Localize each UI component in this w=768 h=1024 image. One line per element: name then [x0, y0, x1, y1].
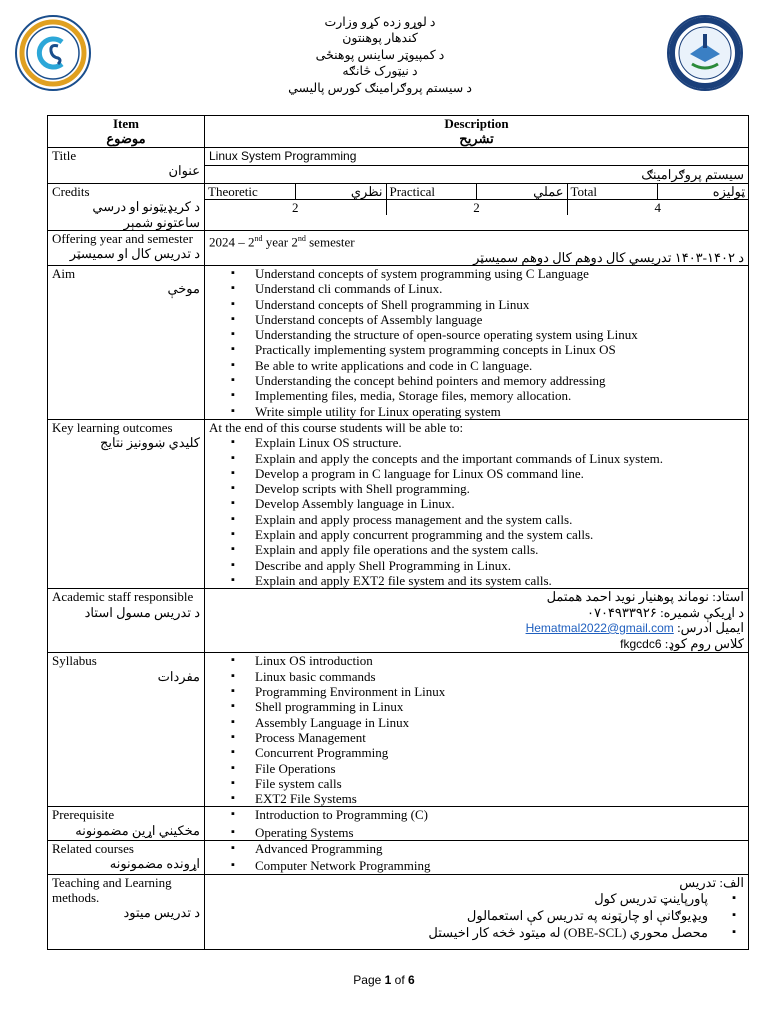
row-label-learning-outcomes — [48, 419, 205, 588]
row-value-aim — [205, 266, 749, 420]
offering-mid: year 2 — [262, 234, 298, 250]
credits-theoretic-value: 2 — [205, 200, 386, 216]
staff-name: استاد: نوماند پوهنیار نوید احمد همتمل — [546, 589, 744, 605]
prereq-label-en: Prerequisite — [52, 807, 115, 823]
staff-email-line — [209, 620, 744, 636]
offering-label-en: Offering year and semester — [52, 231, 193, 247]
list-item: ▪ Operating Systems — [255, 825, 744, 840]
staff-email-link[interactable]: Hematmal2022@gmail.com — [525, 620, 674, 635]
page-current: 1 — [384, 973, 392, 987]
offering-sup-1: nd — [254, 234, 263, 244]
list-item: ▪ Implementing files, media, Storage files, memory allocation. — [255, 388, 744, 403]
list-item: ▪ Develop Assembly language in Linux. — [255, 496, 744, 511]
credits-label-en: Credits — [52, 184, 90, 200]
row-label-title — [48, 147, 205, 184]
list-item: ▪ Understand concepts of Assembly language — [255, 312, 744, 327]
list-item: ▪ Process Management — [255, 730, 744, 745]
list-item: ▪ Explain and apply file operations and the system calls. — [255, 542, 744, 557]
list-item: ▪ File system calls — [255, 776, 744, 791]
row-value-title — [205, 147, 749, 184]
header-line-university: کندهار پوهنتون — [342, 31, 418, 46]
column-header-description-en: Description — [444, 116, 509, 131]
staff-label-en: Academic staff responsible — [52, 589, 194, 605]
row-value-staff — [205, 589, 749, 653]
credits-label-ps: د کریډیټونو او درسي ساعتونو شمېر — [92, 199, 200, 230]
column-header-item-ps: موضوع — [106, 131, 146, 147]
syllabus-list — [209, 653, 744, 806]
list-item: ▪ Practically implementing system programming concepts in Linux OS — [255, 342, 744, 357]
list-item: ▪ Understanding the concept behind pointers and memory addressing — [255, 373, 744, 388]
row-value-related — [205, 840, 749, 874]
prereq-list — [209, 807, 744, 840]
teaching-list — [209, 890, 744, 941]
row-label-offering — [48, 231, 205, 266]
list-item: ▪ Computer Network Programming — [255, 858, 744, 873]
header-line-policy: د سیستم پروګرامینګ کورس پالیسي — [288, 80, 472, 95]
header-line-ministry: د لوړو زده کړو وزارت — [324, 15, 436, 29]
list-item: ▪ Understand cli commands of Linux. — [255, 281, 744, 296]
row-label-credits — [48, 184, 205, 231]
list-item: ▪ Explain and apply concurrent programming and the system calls. — [255, 527, 744, 542]
list-item: ▪ Shell programming in Linux — [255, 699, 744, 714]
list-item: ▪ Understanding the structure of open-source operating system using Linux — [255, 327, 744, 342]
list-item: ▪ ویډیوګانې او چارټونه په تدریس کې استعمالول — [209, 907, 708, 924]
syllabus-label-ps: مفردات — [157, 668, 200, 684]
aim-label-en: Aim — [52, 266, 76, 281]
row-value-prerequisite — [205, 807, 749, 841]
list-item: ▪ Introduction to Programming (C) — [255, 807, 744, 822]
row-value-learning-outcomes — [205, 419, 749, 588]
klo-intro: At the end of this course students will be able to: — [209, 419, 464, 435]
list-item: ▪ Explain and apply the concepts and the important commands of Linux system. — [255, 451, 744, 466]
credits-theoretic-ps: نظري — [296, 184, 387, 200]
staff-classroom-line — [209, 636, 744, 652]
teaching-label-en: Teaching and Learning methods. — [52, 874, 172, 905]
offering-label-ps: د تدریس کال او سمیسټر — [69, 246, 200, 262]
header-line-faculty: د کمپیوټر ساینس پوهنځی — [315, 47, 445, 62]
title-label-ps: عنوان — [168, 162, 200, 178]
row-value-teaching — [205, 874, 749, 949]
row-label-prerequisite — [48, 807, 205, 841]
computer-science-faculty-logo — [14, 14, 92, 92]
page-total: 6 — [408, 973, 415, 987]
kandahar-university-logo — [666, 14, 744, 92]
title-value-ps: سیستم پروګرامینګ — [641, 166, 744, 182]
row-value-syllabus — [205, 653, 749, 807]
aim-list — [209, 266, 744, 419]
teaching-label-ps: د تدریس میتود — [123, 905, 200, 921]
column-header-item — [48, 116, 205, 148]
related-list — [209, 841, 744, 874]
list-item: ▪ Advanced Programming — [255, 841, 744, 856]
page-middle: of — [391, 973, 409, 987]
list-item: ▪ محصل محوري (OBE-SCL) له میتود څخه کار اخیستل — [209, 924, 708, 941]
row-label-staff — [48, 589, 205, 653]
credits-breakdown — [205, 184, 748, 215]
list-item: ▪ EXT2 File Systems — [255, 791, 744, 806]
staff-label-ps: د تدریس مسول استاد — [84, 604, 200, 620]
offering-sup-2: nd — [297, 234, 306, 244]
staff-classroom-code: fkgcdc6 — [620, 637, 662, 652]
page-prefix: Page — [353, 973, 385, 987]
row-value-credits — [205, 184, 749, 231]
list-item: ▪ Explain and apply process management and the system calls. — [255, 512, 744, 527]
column-header-description-ps: تشریح — [459, 131, 494, 147]
prereq-label-ps: مخکیني اړین مضمونونه — [75, 822, 200, 838]
list-item: ▪ Linux basic commands — [255, 669, 744, 684]
list-item: ▪ Develop a program in C language for Linux OS command line. — [255, 466, 744, 481]
staff-email-label: ایمیل ادرس: — [677, 619, 744, 635]
klo-label-en: Key learning outcomes — [52, 419, 173, 435]
list-item: ▪ Concurrent Programming — [255, 745, 744, 760]
staff-phone: د اړیکې شمیره: ۰۷۰۴۹۳۳۹۲۶ — [586, 604, 744, 620]
row-label-aim — [48, 266, 205, 420]
list-item: ▪ Explain Linux OS structure. — [255, 435, 744, 450]
header-line-department: د نیټورک څانګه — [342, 64, 418, 79]
list-item: ▪ Develop scripts with Shell programming. — [255, 481, 744, 496]
list-item: ▪ Explain and apply EXT2 file system and its system calls. — [255, 573, 744, 588]
related-label-en: Related courses — [52, 840, 134, 856]
page-footer — [0, 973, 768, 987]
aim-label-ps: موخې — [167, 281, 200, 297]
row-label-related — [48, 840, 205, 874]
list-item: ▪ Understand concepts of Shell programming in Linux — [255, 297, 744, 312]
document-header — [250, 14, 510, 96]
credits-total-ps: ټولیزه — [658, 184, 749, 200]
teaching-heading: الف: تدریس — [679, 874, 744, 890]
credits-theoretic-en: Theoretic — [205, 184, 296, 200]
credits-practical-en: Practical — [386, 184, 477, 200]
list-item: ▪ Linux OS introduction — [255, 653, 744, 668]
title-label-en: Title — [52, 147, 77, 163]
related-label-ps: اړونده مضمونونه — [109, 856, 200, 872]
credits-total-value: 4 — [654, 200, 661, 216]
klo-label-ps: کلیدي ښوونیز نتایج — [99, 435, 200, 451]
column-header-description — [205, 116, 749, 148]
list-item: ▪ Assembly Language in Linux — [255, 715, 744, 730]
list-item: ▪ Be able to write applications and code in C language. — [255, 358, 744, 373]
offering-year: 2024 – 2 — [209, 234, 255, 250]
list-item: ▪ پاورپاینټ تدریس کول — [209, 890, 708, 907]
list-item: ▪ File Operations — [255, 761, 744, 776]
syllabus-label-en: Syllabus — [52, 653, 97, 669]
klo-list — [209, 435, 744, 588]
list-item: ▪ Write simple utility for Linux operating system — [255, 404, 744, 419]
credits-practical-ps: عملي — [477, 184, 568, 200]
offering-value-en — [209, 231, 744, 250]
course-policy-table — [47, 115, 749, 950]
staff-classroom-label: کلاس روم کوډ: — [664, 636, 744, 652]
offering-value-ps: د ۱۴۰۲-۱۴۰۳ تدریسي کال دوهم کال دوهم سمیسټر — [473, 249, 744, 265]
list-item: ▪ Understand concepts of system programming using C Language — [255, 266, 744, 281]
list-item: ▪ Describe and apply Shell Programming in Linux. — [255, 558, 744, 573]
offering-end: semester — [305, 234, 355, 250]
title-value-en: Linux System Programming — [205, 148, 748, 166]
row-label-teaching — [48, 874, 205, 949]
row-value-offering — [205, 231, 749, 266]
row-label-syllabus — [48, 653, 205, 807]
list-item: ▪ Programming Environment in Linux — [255, 684, 744, 699]
credits-total-en: Total — [567, 184, 658, 200]
credits-practical-value: 2 — [386, 200, 567, 216]
column-header-item-en: Item — [113, 116, 139, 131]
